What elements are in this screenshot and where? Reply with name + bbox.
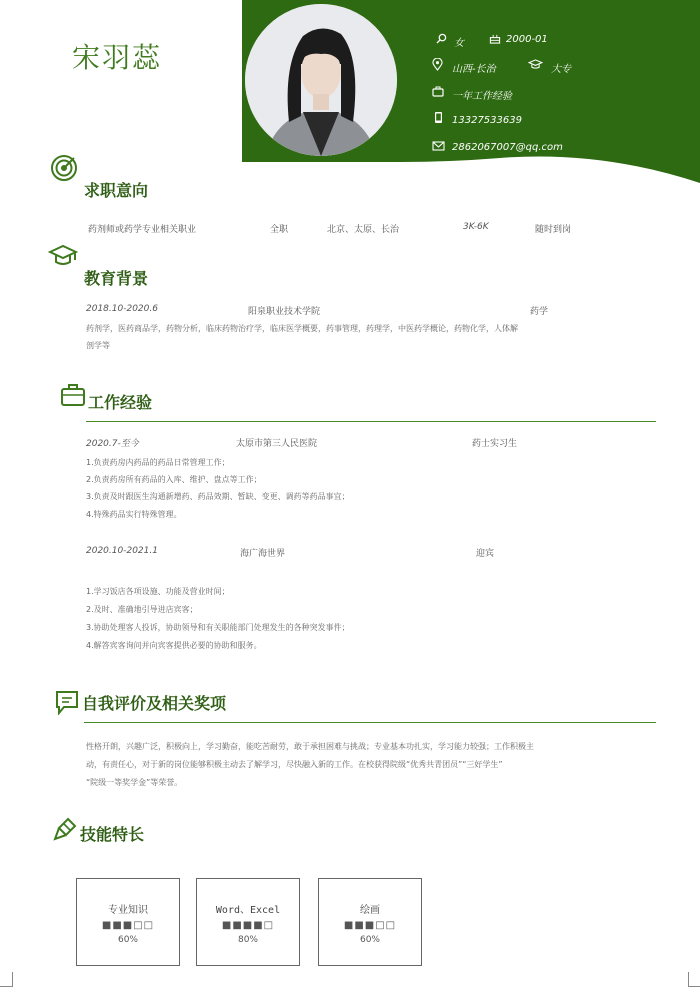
education-title: 教育背景 [84,269,149,288]
job-1-duty-2: 2.负责药房所有药品的入库、维护、盘点等工作； [86,475,262,484]
birth-value: 2000-01 [506,34,548,45]
job-2-duty-3: 3.协助处理客人投诉，协助领导和有关职能部门处理发生的各种突发事件； [86,623,350,632]
skill-name: 绘画 [360,905,380,916]
skill-level: ■■■■□ [221,920,275,931]
skills-title: 技能特长 [80,825,145,844]
job-1-period: 2020.7-至今 [86,439,139,449]
job-type: 全职 [270,225,289,235]
skill-name: Word、Excel [215,905,281,916]
page-corner-mark [0,972,13,987]
birthday-cake-icon [489,33,501,44]
skill-level: ■■■□□ [101,920,155,931]
job-1-company: 太原市第三人民医院 [236,439,318,449]
self-evaluation-title: 自我评价及相关奖项 [82,694,227,713]
job-2-duty-4: 4.解答宾客询问并向宾客提供必要的协助和服务。 [86,641,262,650]
gender-value: 女 [454,38,464,49]
self-eval-line-3: “院级一等奖学金”等荣誉。 [86,778,183,787]
job-2-role: 迎宾 [476,549,495,559]
work-experience-title: 工作经验 [88,393,153,412]
target-icon [50,154,78,182]
self-eval-line-1: 性格开朗，兴趣广泛，积极向上，学习勤奋，能吃苦耐劳，敢于承担困难与挑战；专业基本功扎实，学习能力较强；工作积极主 [86,742,534,751]
self-eval-line-2: 动，有责任心，对于新的岗位能够积极主动去了解学习，尽快融入新的工作。在校获得院级“优秀共青团员”“三好学生” [86,760,503,769]
experience-value: 一年工作经验 [452,91,512,102]
job-1-duty-1: 1.负责药房内药品的药品日常管理工作； [86,458,230,467]
location-value: 山西-长治 [452,64,496,75]
skill-percent: 60% [359,935,380,945]
graduation-cap-icon [528,59,543,70]
intended-position: 药剂师或药学专业相关职业 [88,225,197,235]
gender-icon [436,33,447,44]
phone-icon [434,111,443,124]
graduation-cap-icon [48,244,78,268]
location-pin-icon [432,58,443,71]
major: 药学 [530,307,549,317]
briefcase-icon [60,383,86,407]
job-1-duty-4: 4.特殊药品实行特殊管理。 [86,510,182,519]
skill-percent: 60% [117,935,138,945]
paintbrush-icon [52,816,78,842]
salary: 3K-6K [463,222,489,232]
skill-level: ■■■□□ [343,920,397,931]
skill-card [318,878,422,966]
skill-percent: 80% [237,935,258,945]
speech-bubble-icon [54,689,80,715]
self-eval-divider [84,722,656,723]
job-intention-title: 求职意向 [84,181,149,200]
avatar [245,4,397,156]
work-divider [86,421,656,422]
page-corner-mark [688,972,700,987]
candidate-name: 宋羽蕊 [72,41,163,74]
profile-photo [242,0,400,162]
education-period: 2018.10-2020.6 [86,304,158,314]
skill-card [76,878,180,966]
school-name: 阳泉职业技术学院 [248,307,321,317]
job-2-company: 海广海世界 [240,549,286,559]
email-value: 2862067007@qq.com [452,142,563,153]
job-1-role: 药士实习生 [472,439,518,449]
skill-name: 专业知识 [108,905,148,916]
degree-value: 大专 [551,64,571,75]
courses-line-1: 药剂学，医药商品学，药物分析，临床药物治疗学，临床医学概要，药事管理，药理学，中医药学概论，药物化学，人体解 [86,324,518,333]
briefcase-icon [432,86,444,97]
intended-cities: 北京、太原、长治 [327,225,400,235]
courses-line-2: 剖学等 [86,341,110,350]
email-icon [432,141,445,151]
job-2-duty-2: 2.及时、准确地引导进店宾客； [86,605,198,614]
job-1-duty-3: 3.负责及时跟医生沟通新增药、药品效期、暂缺、变更、调药等药品事宜； [86,492,350,501]
job-2-duty-1: 1.学习饭店各项设施、功能及营业时间； [86,587,230,596]
phone-value: 13327533639 [452,115,522,126]
job-2-period: 2020.10-2021.1 [86,546,158,556]
availability: 随时到岗 [535,225,572,235]
skill-card [196,878,300,966]
